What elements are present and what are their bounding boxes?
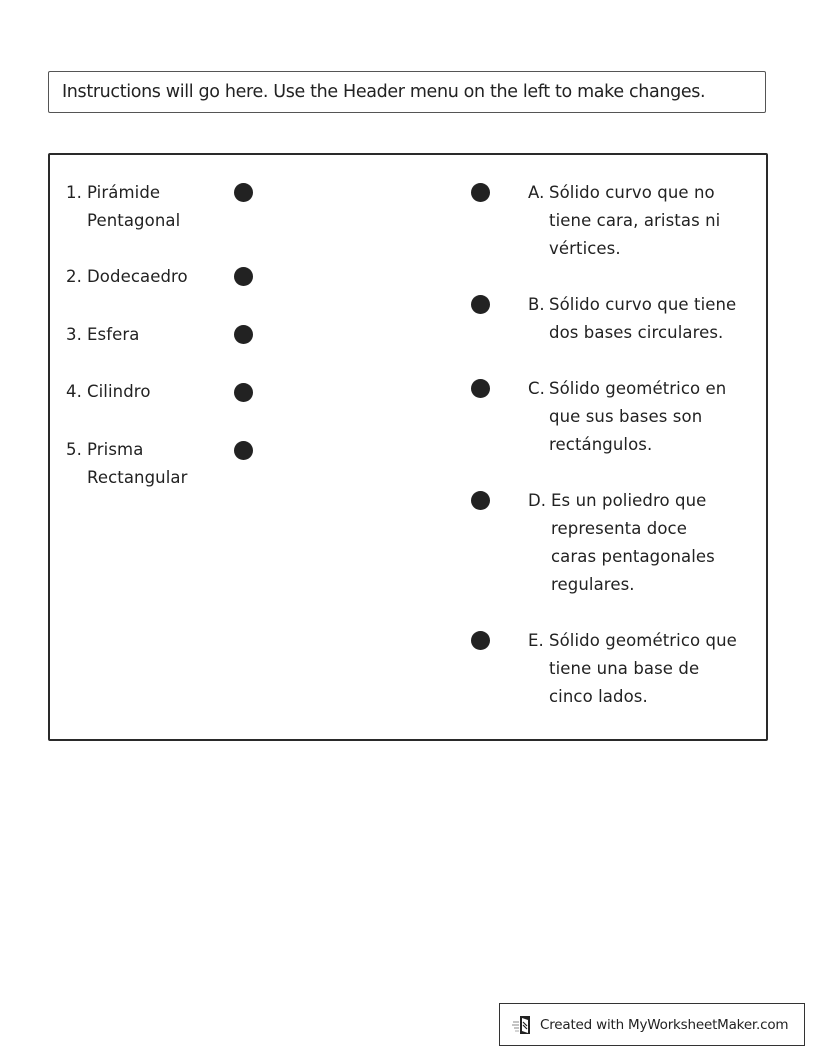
right-item-b: [528, 291, 758, 347]
left-match-dot-4[interactable]: [234, 383, 253, 402]
item-number: 3.: [66, 325, 82, 344]
item-text-line: tiene una base de: [549, 659, 700, 678]
created-with-badge[interactable]: [499, 1003, 805, 1046]
item-text-line: Cilindro: [87, 382, 151, 401]
right-item-d: [528, 487, 758, 599]
badge-text: Created with MyWorksheetMaker.com: [540, 1016, 789, 1033]
item-letter: E.: [528, 631, 544, 650]
left-item-1: [66, 179, 216, 235]
item-text-line: cinco lados.: [549, 687, 648, 706]
item-text-line: Dodecaedro: [87, 267, 188, 286]
instructions-text: Instructions will go here. Use the Header menu on the left to make changes.: [62, 82, 706, 102]
item-text-line: caras pentagonales: [551, 547, 715, 566]
item-text-line: rectángulos.: [549, 435, 653, 454]
right-match-dot-c[interactable]: [471, 379, 490, 398]
worksheet-maker-logo-icon: [512, 1014, 534, 1036]
item-text-line: tiene cara, aristas ni: [549, 211, 721, 230]
left-match-dot-5[interactable]: [234, 441, 253, 460]
item-text-line: Sólido geométrico en: [549, 379, 727, 398]
left-item-2: [66, 263, 216, 291]
item-text-line: Sólido geométrico que: [549, 631, 737, 650]
item-text-line: Rectangular: [87, 468, 188, 487]
item-text-line: Prisma: [87, 440, 144, 459]
right-item-a: [528, 179, 758, 263]
item-letter: D.: [528, 491, 547, 510]
item-number: 1.: [66, 183, 82, 202]
item-number: 4.: [66, 382, 82, 401]
item-number: 5.: [66, 440, 82, 459]
item-text-line: Es un poliedro que: [551, 491, 707, 510]
right-match-dot-b[interactable]: [471, 295, 490, 314]
left-match-dot-2[interactable]: [234, 267, 253, 286]
item-letter: A.: [528, 183, 545, 202]
right-match-dot-e[interactable]: [471, 631, 490, 650]
right-match-dot-d[interactable]: [471, 491, 490, 510]
left-match-dot-1[interactable]: [234, 183, 253, 202]
item-text-line: que sus bases son: [549, 407, 703, 426]
item-text-line: representa doce: [551, 519, 687, 538]
left-match-dot-3[interactable]: [234, 325, 253, 344]
item-text-line: vértices.: [549, 239, 621, 258]
right-item-e: [528, 627, 758, 711]
item-letter: B.: [528, 295, 545, 314]
item-text-line: Pirámide: [87, 183, 161, 202]
item-text-line: Sólido curvo que no: [549, 183, 715, 202]
right-item-c: [528, 375, 758, 459]
item-text-line: regulares.: [551, 575, 635, 594]
item-number: 2.: [66, 267, 82, 286]
item-text-line: dos bases circulares.: [549, 323, 724, 342]
item-letter: C.: [528, 379, 545, 398]
item-text-line: Pentagonal: [87, 211, 181, 230]
item-text-line: Sólido curvo que tiene: [549, 295, 737, 314]
left-item-4: [66, 378, 216, 406]
item-text-line: Esfera: [87, 325, 140, 344]
right-match-dot-a[interactable]: [471, 183, 490, 202]
left-item-5: [66, 436, 216, 492]
instructions-box: [48, 71, 766, 113]
left-item-3: [66, 321, 216, 349]
